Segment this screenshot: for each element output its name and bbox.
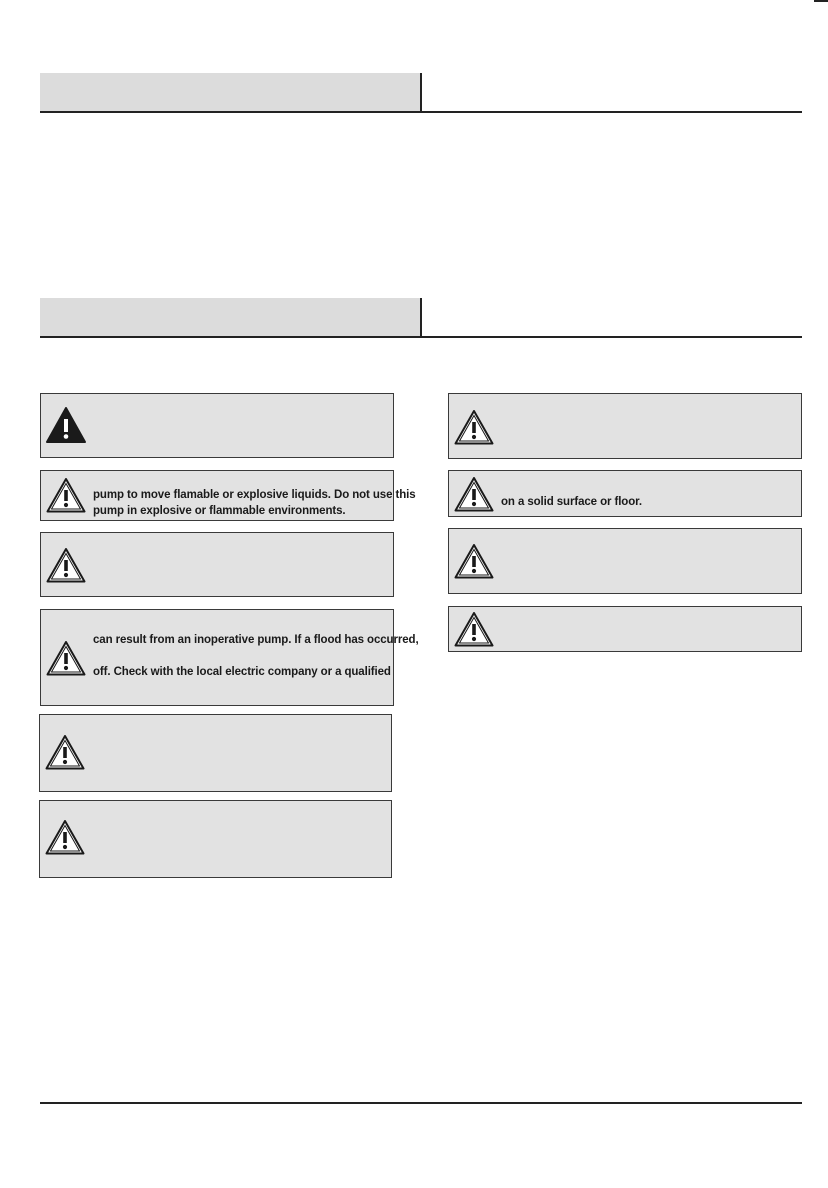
warning-line: pump in explosive or flammable environments.: [93, 505, 346, 517]
warning-line: on a solid surface or floor.: [501, 496, 642, 508]
section-header-2: [40, 298, 802, 338]
warning-box-right-3: [448, 528, 802, 594]
warning-line: pump to move flamable or explosive liquids. Do not use this: [93, 489, 416, 501]
warning-text-left-2: [93, 487, 416, 519]
warning-line: off. Check with the local electric company or a qualified: [93, 666, 391, 678]
warning-triangle-icon: [453, 610, 495, 648]
warning-box-left-6: [39, 800, 392, 878]
warning-box-right-1: [448, 393, 802, 459]
section-header-rule: [40, 111, 802, 113]
warning-box-left-1: [40, 393, 394, 458]
section-header-shade: [40, 73, 420, 113]
section-header-1: [40, 73, 802, 113]
warning-box-left-3: [40, 532, 394, 597]
warning-box-right-4: [448, 606, 802, 652]
warning-line: [93, 652, 387, 660]
section-header-divider: [420, 298, 422, 338]
section-header-shade: [40, 298, 420, 338]
warning-box-left-5: [39, 714, 392, 792]
warning-box-left-4: [40, 609, 419, 706]
footer-rule: [40, 1102, 802, 1104]
warning-text-right-2: [501, 494, 795, 510]
warning-triangle-icon: [453, 408, 495, 446]
section-header-divider: [420, 73, 422, 113]
page-corner-mark: [814, 0, 828, 2]
warning-triangle-solid-icon: [45, 406, 87, 444]
warning-triangle-icon: [453, 475, 495, 513]
warning-triangle-icon: [45, 639, 87, 677]
warning-triangle-icon: [45, 546, 87, 584]
warning-triangle-icon: [44, 733, 86, 771]
warning-line: can result from an inoperative pump. If a flood has occurred,: [93, 634, 419, 646]
section-header-rule: [40, 336, 802, 338]
warning-triangle-icon: [45, 476, 87, 514]
warning-text-left-4: [93, 628, 419, 684]
warning-box-left-2: [40, 470, 416, 521]
warning-triangle-icon: [453, 542, 495, 580]
warning-triangle-icon: [44, 818, 86, 856]
warning-box-right-2: [448, 470, 802, 517]
